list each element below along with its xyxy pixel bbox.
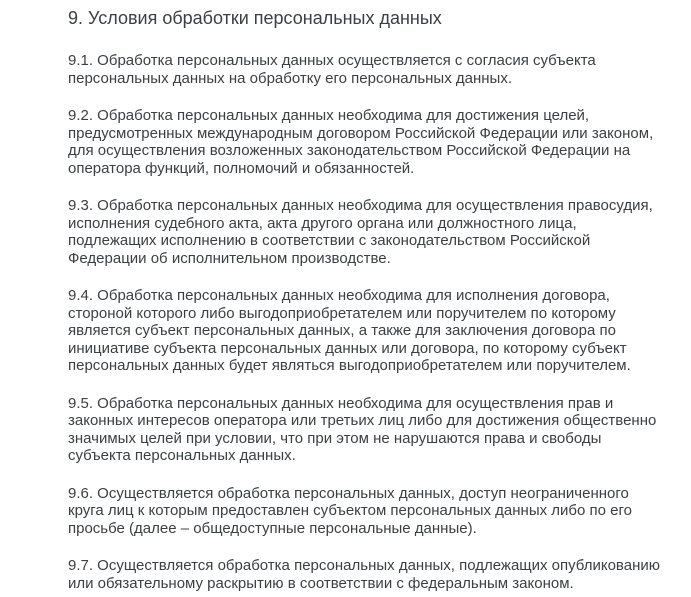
paragraph-9-2: 9.2. Обработка персональных данных необходима для достижения целей, предусмотренных международным договором Российской Федерации или законом, для осуществления возложенных законодательством Российской Федерации на оператора функций, полномочий и обязанностей. xyxy=(68,107,654,177)
paragraph-9-4: 9.4. Обработка персональных данных необходима для исполнения договора, стороной которого либо выгодоприобретателем или поручителем по которому является субъект персональных данных, а также для заключения договора по инициативе субъекта персональных данных или договора, по которому субъект персональных данных будет являться выгодоприобретателем или поручителем. xyxy=(68,287,631,374)
paragraph-9-5: 9.5. Обработка персональных данных необходима для осуществления прав и законных интересов оператора или третьих лиц либо для достижения общественно значимых целей при условии, что при этом не нарушаются права и свободы субъекта персональных данных. xyxy=(68,394,657,464)
section-heading: 9. Условия обработки персональных данных xyxy=(68,8,442,28)
paragraph-9-7: 9.7. Осуществляется обработка персональных данных, подлежащих опубликованию или обязательному раскрытию в соответствии с федеральным законом. xyxy=(68,557,660,592)
paragraph-9-1: 9.1. Обработка персональных данных осуществляется с согласия субъекта персональных данных на обработку его персональных данных. xyxy=(68,52,596,87)
paragraph-9-3: 9.3. Обработка персональных данных необходима для осуществления правосудия, исполнения судебного акта, акта другого органа или должностного лица, подлежащих исполнению в соответствии с законодательством Российской Федерации об исполнительном производстве. xyxy=(68,197,653,267)
paragraph-9-6: 9.6. Осуществляется обработка персональных данных, доступ неограниченного круга лиц к которым предоставлен субъектом персональных данных либо по его просьбе (далее – общедоступные персональные данные). xyxy=(68,484,632,537)
